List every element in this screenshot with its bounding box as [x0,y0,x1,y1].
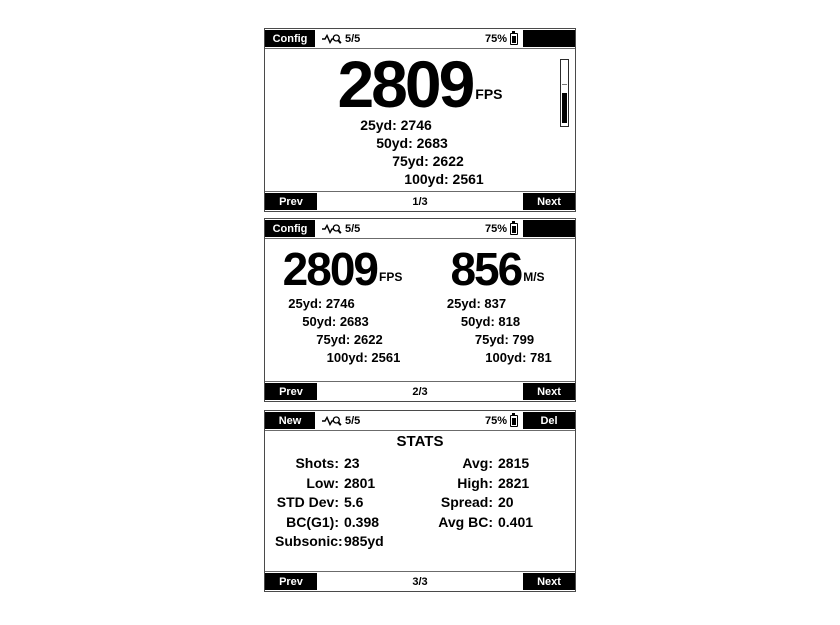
shot-counter: 5/5 [345,222,361,235]
next-button[interactable]: Next [523,573,575,590]
velocity-value-ms: 856 [450,243,522,295]
config-button[interactable]: Config [265,30,315,47]
stat-avg-bc [425,513,575,533]
chronograph-screen-stats [264,410,576,592]
stat-std-dev [275,493,415,513]
footer-bar [265,191,575,211]
stat-value: 5.6 [344,494,364,510]
stat-value: 2815 [498,455,530,471]
downrange-velocity-25yd: 25yd: 837 [446,296,507,311]
downrange-velocity-list-ms [420,295,575,367]
stat-value: 2801 [344,474,376,491]
stat-value: 2821 [498,474,530,491]
downrange-velocity-25yd: 25yd: 2746 [360,117,432,133]
next-button[interactable]: Next [523,193,575,210]
stat-low [275,474,415,494]
shot-detection-icon [322,222,342,236]
velocity-unit-fps: FPS [379,270,403,284]
downrange-velocity-25yd: 25yd: 2746 [288,296,355,311]
chronograph-screen-velocity-fps [264,28,576,212]
footer-bar [265,381,575,401]
shot-detection-icon [322,32,342,46]
stat-high [425,474,575,494]
stat-value: 0.398 [344,513,380,530]
stat-bc-g1 [275,513,415,533]
velocity-readout [265,47,575,121]
stat-shots [275,454,415,474]
downrange-velocity-75yd: 75yd: 2622 [392,153,464,169]
downrange-velocity-list [265,116,575,188]
stat-label: Avg BC: [438,513,493,530]
stat-label: Spread: [440,494,493,510]
velocity-unit-ms: M/S [523,270,545,284]
stat-label: Subsonic: [275,533,343,549]
header-right-block [523,220,575,237]
stat-spread [425,493,575,513]
stats-grid [265,454,575,552]
battery-percentage: 75% [484,32,507,45]
stat-label: High: [457,474,493,491]
dual-velocity-columns [265,243,575,367]
ms-column [420,243,575,367]
header-bar [265,411,575,431]
page-indicator: 3/3 [412,575,428,588]
shot-counter: 5/5 [345,32,361,45]
header-bar [265,219,575,239]
stat-value: 23 [344,455,360,471]
downrange-velocity-50yd: 50yd: 2683 [376,135,448,151]
header-bar [265,29,575,49]
prev-button[interactable]: Prev [265,573,317,590]
velocity-unit: FPS [475,86,503,102]
downrange-velocity-list-fps [265,295,420,367]
config-button[interactable]: Config [265,220,315,237]
chronograph-screen-velocity-dual [264,218,576,402]
downrange-velocity-75yd: 75yd: 2622 [316,332,383,347]
downrange-velocity-100yd: 100yd: 2561 [326,350,401,365]
header-right-block [523,30,575,47]
velocity-value: 2809 [337,47,473,121]
battery-percentage: 75% [484,414,507,427]
downrange-velocity-50yd: 50yd: 818 [460,314,521,329]
stats-title: STATS [396,433,444,450]
stat-subsonic [275,532,415,552]
new-button[interactable]: New [265,412,315,429]
stat-label: Shots: [295,455,339,471]
stats-column-right [425,454,575,552]
page-indicator: 1/3 [412,195,428,208]
battery-icon [510,223,518,235]
next-button[interactable]: Next [523,383,575,400]
battery-icon [510,33,518,45]
downrange-velocity-75yd: 75yd: 799 [474,332,535,347]
stat-value: 985yd [344,533,384,549]
stat-label: Avg: [462,455,493,471]
battery-percentage: 75% [484,222,507,235]
shot-detection-icon [322,414,342,428]
stat-avg [425,454,575,474]
stat-label: BC(G1): [286,513,339,530]
page-indicator: 2/3 [412,385,428,398]
prev-button[interactable]: Prev [265,193,317,210]
downrange-velocity-50yd: 50yd: 2683 [302,314,369,329]
stat-label: STD Dev: [276,494,339,510]
battery-icon [510,415,518,427]
downrange-velocity-100yd: 100yd: 2561 [404,171,484,187]
stat-value: 0.401 [498,513,534,530]
stats-column-left [275,454,415,552]
level-indicator [560,59,569,127]
stat-value: 20 [498,494,514,510]
stat-label: Low: [306,474,339,491]
prev-button[interactable]: Prev [265,383,317,400]
footer-bar [265,571,575,591]
delete-button[interactable]: Del [523,412,575,429]
downrange-velocity-100yd: 100yd: 781 [485,350,552,365]
shot-counter: 5/5 [345,414,361,427]
velocity-value-fps: 2809 [282,243,377,295]
fps-column [265,243,420,367]
